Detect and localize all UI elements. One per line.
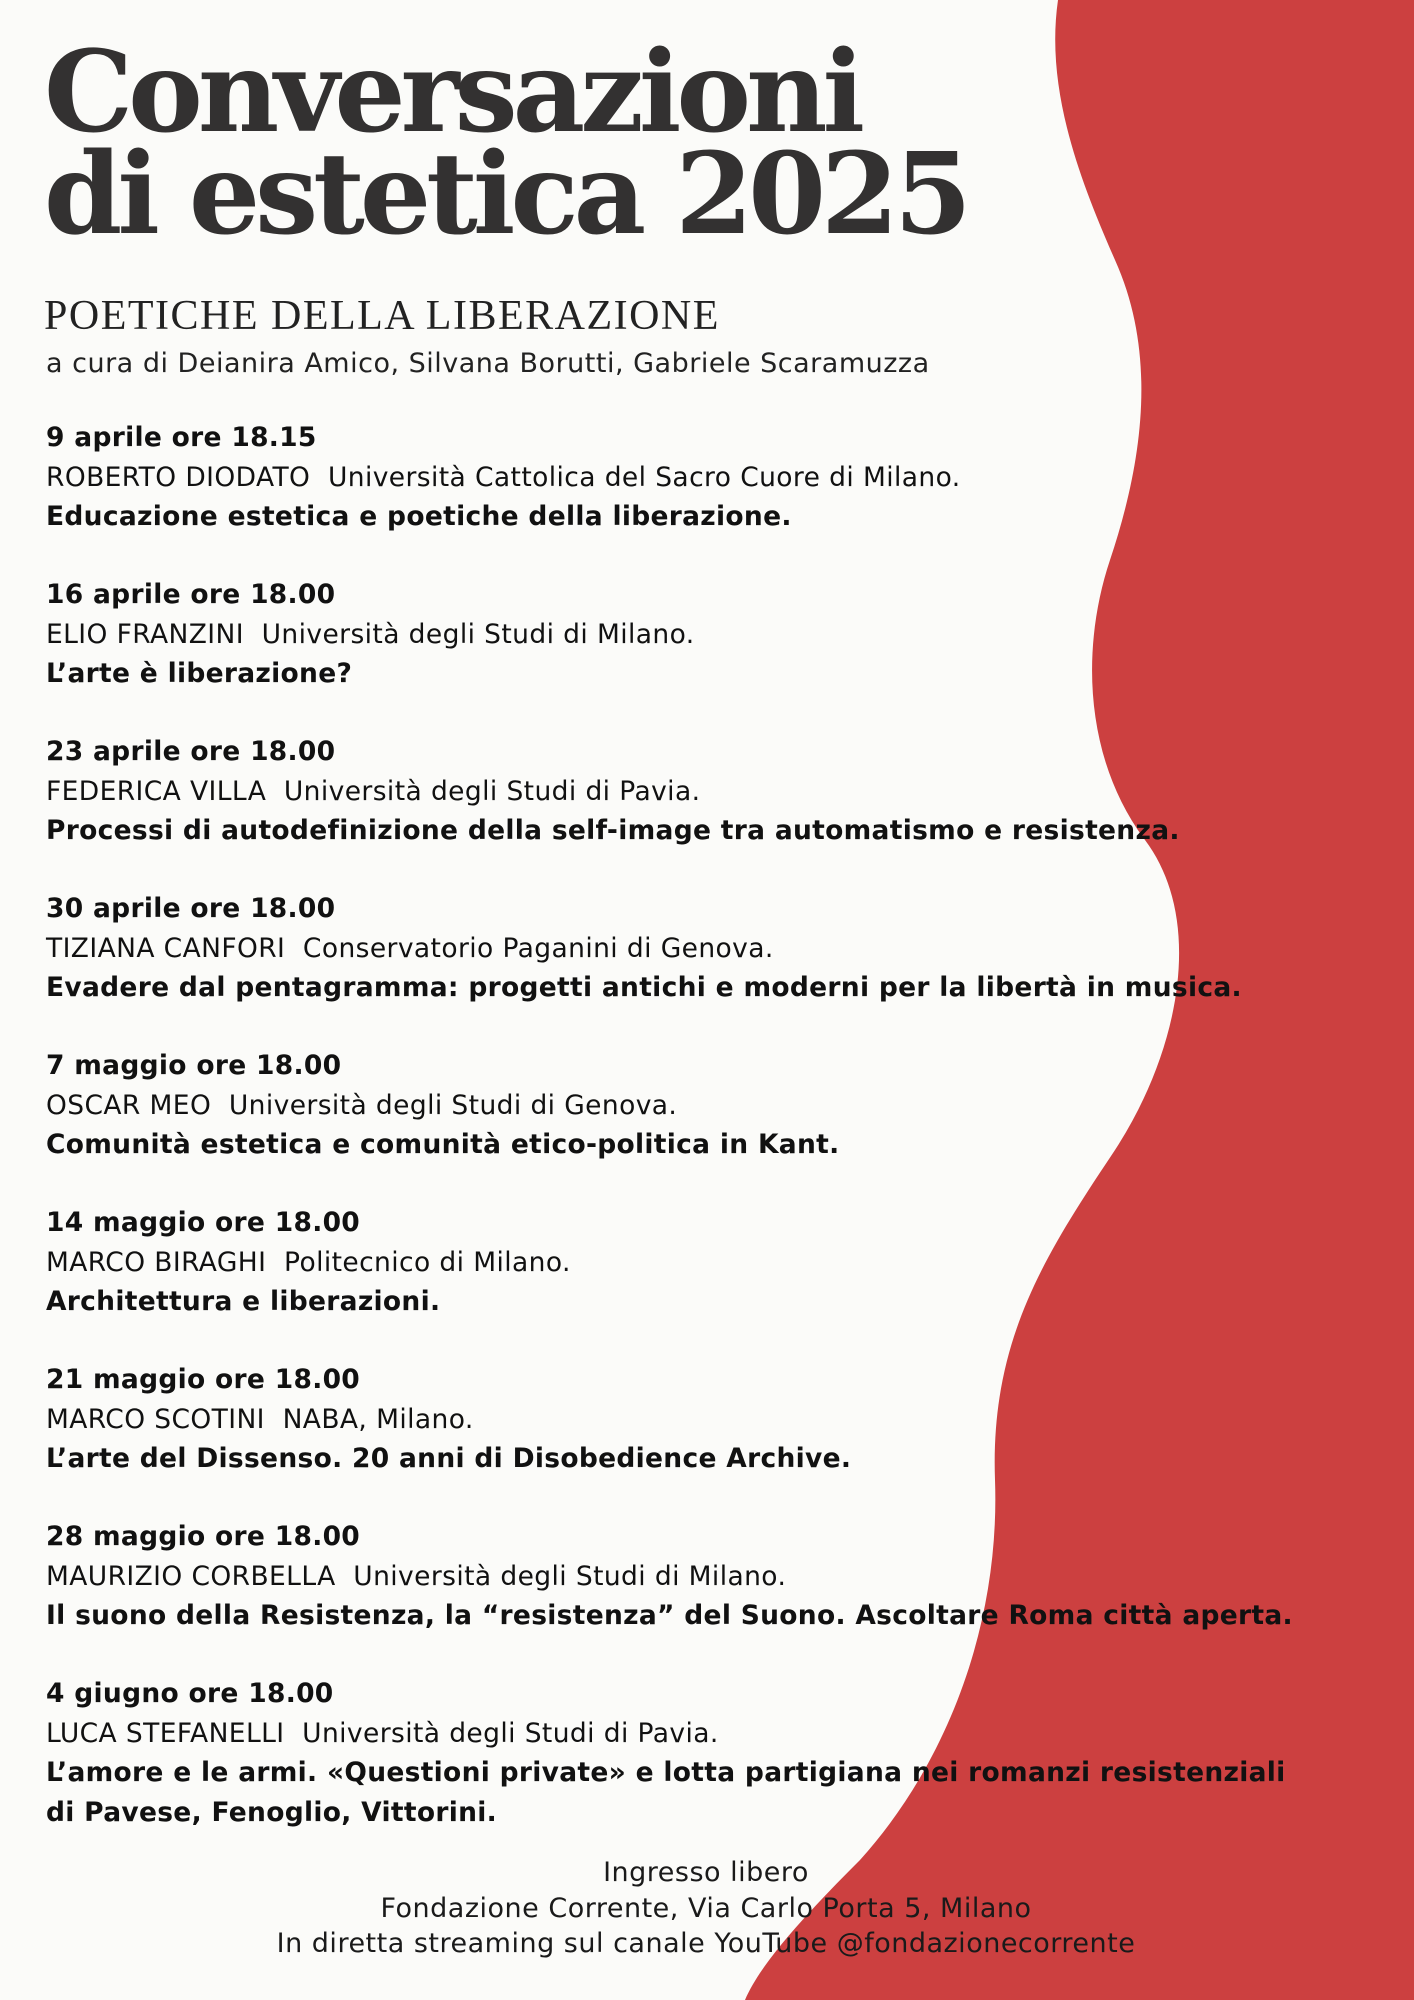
event-talk-title-line: Il suono della Resistenza, la “resistenza” del Suono. Ascoltare Roma città aperta. bbox=[46, 1600, 1293, 1631]
event-speaker-line bbox=[46, 1243, 1386, 1283]
event-item bbox=[46, 732, 1386, 889]
subtitle: POETICHE DELLA LIBERAZIONE bbox=[44, 293, 720, 339]
event-list bbox=[46, 418, 1386, 1831]
event-institution: Politecnico di Milano. bbox=[284, 1246, 571, 1278]
event-item bbox=[46, 1674, 1386, 1831]
event-speaker-line bbox=[46, 1557, 1386, 1597]
event-talk-title bbox=[46, 497, 1386, 537]
event-speaker-line bbox=[46, 929, 1386, 969]
event-talk-title bbox=[46, 811, 1386, 851]
event-talk-title bbox=[46, 1282, 1386, 1322]
event-institution: Università degli Studi di Pavia. bbox=[283, 775, 701, 807]
event-talk-title-line: L’amore e le armi. «Questioni private» e lotta partigiana nei romanzi resistenziali bbox=[46, 1757, 1286, 1788]
curators-line: a cura di Deianira Amico, Silvana Borutti, Gabriele Scaramuzza bbox=[46, 348, 930, 379]
event-item bbox=[46, 575, 1386, 732]
event-talk-title-line: di Pavese, Fenoglio, Vittorini. bbox=[46, 1796, 498, 1828]
event-item bbox=[46, 1203, 1386, 1360]
page-title bbox=[44, 27, 967, 260]
event-date: 30 aprile ore 18.00 bbox=[46, 893, 336, 924]
event-institution: Università degli Studi di Pavia. bbox=[302, 1717, 719, 1749]
event-speaker: TIZIANA CANFORI bbox=[46, 932, 286, 964]
event-speaker: FEDERICA VILLA bbox=[46, 775, 267, 807]
title-line-2: di estetica 2025 bbox=[44, 129, 967, 260]
footer bbox=[0, 1855, 1414, 1962]
event-date: 21 maggio ore 18.00 bbox=[46, 1364, 361, 1395]
event-talk-title bbox=[46, 968, 1386, 1008]
event-talk-title-line: Processi di autodefinizione della self-image tra automatismo e resistenza. bbox=[46, 815, 1180, 846]
title-line-1: Conversazioni bbox=[44, 27, 861, 158]
event-speaker: OSCAR MEO bbox=[46, 1089, 212, 1121]
event-item bbox=[46, 889, 1386, 1046]
event-speaker-line bbox=[46, 772, 1386, 812]
event-talk-title bbox=[46, 1596, 1386, 1636]
event-date: 4 giugno ore 18.00 bbox=[46, 1678, 334, 1709]
event-speaker-line bbox=[46, 1714, 1386, 1754]
event-institution: Università degli Studi di Milano. bbox=[353, 1560, 787, 1592]
event-date: 9 aprile ore 18.15 bbox=[46, 422, 317, 453]
event-speaker: MARCO BIRAGHI bbox=[46, 1246, 267, 1278]
event-talk-title-line: Architettura e liberazioni. bbox=[46, 1286, 441, 1317]
event-item bbox=[46, 418, 1386, 575]
event-speaker-line bbox=[46, 1400, 1386, 1440]
footer-entry-line: Ingresso libero bbox=[603, 1857, 809, 1888]
event-talk-title-line: L’arte è liberazione? bbox=[46, 658, 353, 689]
event-date: 16 aprile ore 18.00 bbox=[46, 579, 336, 610]
event-institution: Conservatorio Paganini di Genova. bbox=[302, 932, 774, 964]
event-speaker: MAURIZIO CORBELLA bbox=[46, 1560, 336, 1592]
event-date: 14 maggio ore 18.00 bbox=[46, 1207, 361, 1238]
event-speaker-line bbox=[46, 615, 1386, 655]
event-item bbox=[46, 1046, 1386, 1203]
event-date: 23 aprile ore 18.00 bbox=[46, 736, 336, 767]
event-talk-title-line: Educazione estetica e poetiche della liberazione. bbox=[46, 501, 792, 532]
event-talk-title-line: L’arte del Dissenso. 20 anni di Disobedience Archive. bbox=[46, 1443, 852, 1474]
event-speaker-line bbox=[46, 458, 1386, 498]
event-talk-title-line: Evadere dal pentagramma: progetti antichi e moderni per la libertà in musica. bbox=[46, 972, 1242, 1003]
event-institution: NABA, Milano. bbox=[282, 1403, 474, 1435]
event-institution: Università degli Studi di Milano. bbox=[261, 618, 695, 650]
event-speaker: MARCO SCOTINI bbox=[46, 1403, 265, 1435]
event-date: 28 maggio ore 18.00 bbox=[46, 1521, 361, 1552]
event-talk-title bbox=[46, 654, 1386, 694]
event-item bbox=[46, 1517, 1386, 1674]
footer-streaming-line: In diretta streaming sul canale YouTube @fondazionecorrente bbox=[276, 1928, 1136, 1959]
event-date: 7 maggio ore 18.00 bbox=[46, 1050, 342, 1081]
event-talk-title-line: Comunità estetica e comunità etico-politica in Kant. bbox=[46, 1129, 840, 1160]
event-institution: Università Cattolica del Sacro Cuore di Milano. bbox=[327, 461, 961, 493]
footer-venue-line: Fondazione Corrente, Via Carlo Porta 5, Milano bbox=[380, 1892, 1032, 1924]
event-speaker: ROBERTO DIODATO bbox=[46, 461, 311, 493]
event-item bbox=[46, 1360, 1386, 1517]
event-talk-title bbox=[46, 1125, 1386, 1165]
event-talk-title bbox=[46, 1439, 1386, 1479]
event-speaker: LUCA STEFANELLI bbox=[46, 1717, 285, 1749]
event-speaker: ELIO FRANZINI bbox=[46, 618, 244, 650]
event-institution: Università degli Studi di Genova. bbox=[228, 1089, 678, 1121]
event-speaker-line bbox=[46, 1086, 1386, 1126]
event-talk-title bbox=[46, 1753, 1386, 1832]
